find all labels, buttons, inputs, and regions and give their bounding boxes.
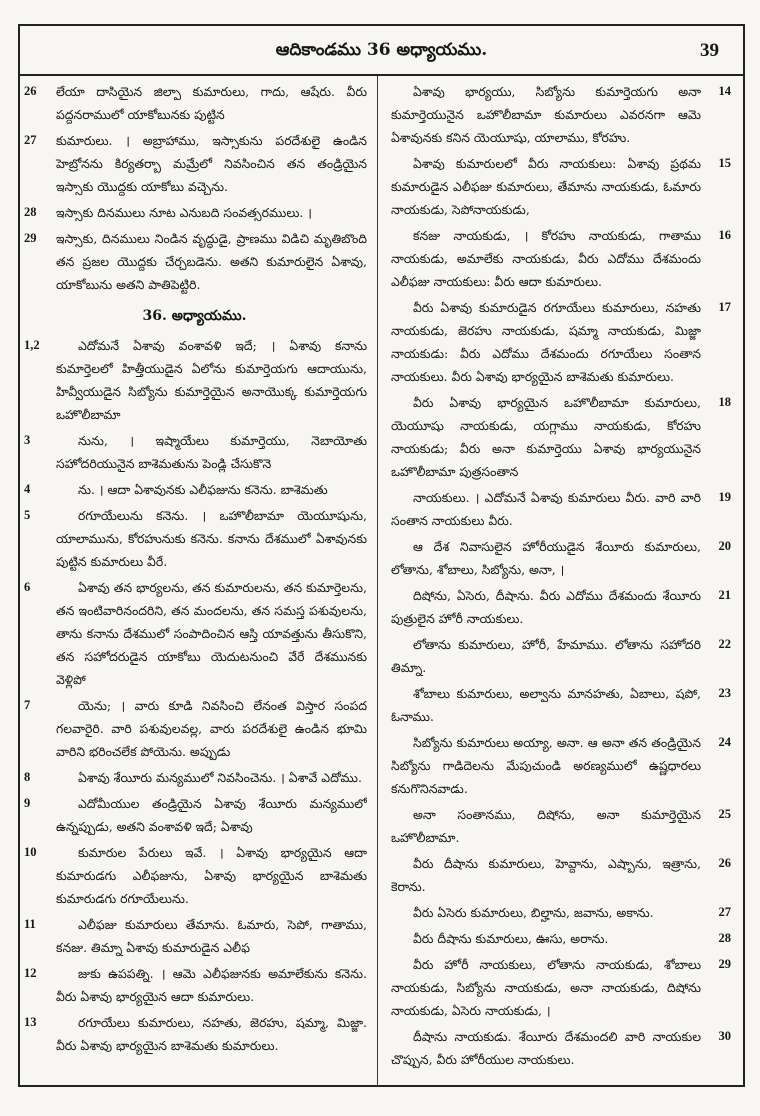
verse-block: [22, 841, 367, 910]
verse-number: 19: [718, 490, 731, 504]
verse-text: వీరు హోరీ నాయకులు, లోతాను నాయకుడు, శోబాలు నాయకుడు, సిబ్యోను నాయకుడు, అనా నాయకుడు, దిషోను నాయకుడు, ఏసెరు నాయకుడు, ।: [391, 957, 701, 1018]
verse-block: [391, 633, 731, 679]
verse-text: సిబ్యోను కుమారులు అయ్యా, అనా. ఆ అనా తన తండ్రియైన సిబ్యోను గాడిదెలను మేపుచుండి అరణ్యములో ఉష్ణధారలు కనుగొనినవాడు.: [391, 735, 701, 796]
verse-text: రగూయేలు కుమారులు, నహతు, జెరహు, షమ్మా, మిజ్జా. వీరు ఏశావు భార్యయైన బాశెమతు కుమారులు.: [56, 1015, 367, 1053]
verse-block: [22, 504, 367, 573]
verse-text: జుకు ఉపపత్ని. । ఆమె ఎలీఫజునకు అమాలేకును కనెను. వీరు ఏశావు భార్యయైన ఆదా కుమారులు.: [56, 966, 367, 1004]
verse-number: 30: [718, 1029, 731, 1043]
verse-number: 20: [718, 539, 731, 553]
verse-block: [391, 80, 731, 149]
verse-number: 29: [718, 957, 731, 971]
verse-text: శోబాలు కుమారులు, అల్వాను మానహతు, ఏబాలు, షపో, ఓనాము.: [391, 686, 701, 724]
verse-block: [22, 1011, 367, 1057]
verse-text: వీరు ఏసెరు కుమారులు, బిల్హాను, జవాను, అకాను.: [413, 905, 654, 920]
verse-block: [22, 478, 367, 501]
verse-block: [22, 201, 367, 224]
verse-text: దీషాను నాయకుడు. శేయీరు దేశమందలి వారి నాయకుల చొప్పున, వీరు హోరీయుల నాయకులు.: [391, 1029, 701, 1067]
verse-number: 16: [718, 228, 731, 242]
verse-text: ఏశావు శేయీరు మన్యములో నివసించెను. । ఏశావే ఎదోము.: [78, 770, 362, 785]
verse-text: నును, । ఇష్మాయేలు కుమార్తెయు, నెబాయోతు సహోదరియునైన బాశెమతును పెండ్లి చేసుకొనె: [56, 433, 367, 471]
verse-text: ఏశావు కుమారులలో వీరు నాయకులు: ఏశావు ప్రథమ కుమారుడైన ఎలీఫజు కుమారులు, తేమాను నాయకుడు, ఓమారు నాయకుడు, సెపోనాయకుడు,: [391, 156, 701, 217]
verse-block: [391, 296, 731, 388]
verse-text: కుమారులు. । అబ్రాహాము, ఇస్సాకును పరదేశులై ఉండిన హెబ్రోనను కిర్యతర్బా మమ్రేలో నివసించిన తన తండ్రియైన ఇస్సాకు యొద్దకు యాకోబు వచ్చెను.: [56, 133, 367, 194]
verse-block: [391, 803, 731, 849]
verse-text: కనజు నాయకుడు, । కోరహు నాయకుడు, గాతాము నాయకుడు, అమాలేకు నాయకుడు, వీరు ఎదోము దేశమందు ఎలీఫజు నాయకులు: వీరు ఆదా కుమారులు.: [391, 228, 701, 289]
verse-text: నాయకులు. । ఎదోమనే ఏశావు కుమారులు వీరు. వారి వారి సంతాన నాయకులు వీరు.: [391, 490, 701, 528]
verse-number: 10: [24, 845, 37, 859]
verse-number: 9: [24, 796, 31, 810]
verse-number: 7: [24, 698, 31, 712]
verse-text: అనా సంతానము, దిషోను, అనా కుమార్తెయైన ఒహొలీబామా.: [391, 807, 701, 845]
verse-number: 8: [24, 770, 31, 784]
verse-block: [391, 584, 731, 630]
verse-text: వీరు ఏశావు భార్యయైన ఒహొలీబామా కుమారులు, యెయూషు నాయకుడు, యగ్లాము నాయకుడు, కోరహు నాయకుడు; వీరు అనా కుమార్తెయు ఏశావు భార్యయునైన ఒహొలీబామా పుత్రసంతాన: [391, 395, 701, 479]
verse-block: [391, 901, 731, 924]
verse-text: ఇస్సాకు, దినములు నిండిన వృద్ధుడై, ప్రాణము విడిచి మృతిబొంది తన ప్రజల యొద్దకు చేర్చబడెను. అతని కుమారులైన ఏశావు, యాకోబును అతని పాతిపెట్టిరి.: [56, 231, 367, 292]
verse-number: 14: [718, 84, 731, 98]
verse-block: [22, 129, 367, 198]
page-header: [20, 26, 743, 76]
verse-number: 21: [718, 588, 731, 602]
verse-number: 11: [24, 917, 36, 931]
verse-block: [391, 535, 731, 581]
verse-number: 17: [718, 300, 731, 314]
page-number: 39: [700, 40, 719, 61]
verse-block: [391, 486, 731, 532]
verse-number: 1,2: [24, 338, 40, 352]
verse-text: ఏశావు తన భార్యలను, తన కుమారులను, తన కుమార్తెలను, తన ఇంటివారినందరిని, తన మందలను, తన సమస్త పశువులను, తాను కనాను దేశములో సంపాదించిన ఆస్తి యావత్తును తీసుకొని, తన సహోదరుడైన యాకోబు యెదుటనుంచి వేరే దేశమునకు వెళ్లిపో: [56, 580, 367, 687]
verse-text: లోతాను కుమారులు, హోరీ, హేమాము. లోతాను సహోదరి తిమ్నా.: [391, 637, 701, 675]
verse-number: 26: [24, 84, 37, 98]
running-head: ఆదికాండము 36 అధ్యాయము.: [275, 40, 488, 60]
verse-number: 15: [718, 156, 731, 170]
verse-block: [22, 913, 367, 959]
verse-text: ను. । ఆదా ఏశావునకు ఎలీఫజును కనెను. బాశెమతు: [78, 482, 328, 497]
verse-text: ఎదోమనే ఏశావు వంశావళి ఇదే; । ఏశావు కనాను కుమార్తెలలో హిత్తీయుడైన ఏలోను కుమార్తెయగు ఆదాయును, హివ్వీయుడైన సిబ్యోను కుమార్తెయైన అనాయొక్క కుమార్తెయగు ఒహొలీబామా: [56, 338, 367, 422]
verse-number: 13: [24, 1015, 37, 1029]
verse-block: [391, 152, 731, 221]
verse-text: ఇస్సాకు దినములు నూట ఎనుబది సంవత్సరములు. ।: [56, 205, 312, 220]
verse-number: 28: [24, 205, 37, 219]
verse-number: 25: [718, 807, 731, 821]
verse-number: 29: [24, 231, 37, 245]
verse-number: 12: [24, 966, 37, 980]
verse-number: 23: [718, 686, 731, 700]
verse-number: 18: [718, 395, 731, 409]
verse-text: వీరు దీషాను కుమారులు, హెవ్దాను, ఎష్బాను, ఇత్రాను, కెరాను.: [391, 856, 701, 894]
verse-number: 4: [24, 482, 31, 496]
verse-text: ఎదోమీయుల తండ్రియైన ఏశావు శేయీరు మన్యములో ఉన్నప్పుడు, అతని వంశావళి ఇదే; ఏశావు: [56, 796, 367, 834]
verse-block: [22, 227, 367, 296]
verse-block: [391, 953, 731, 1022]
verse-text: రగూయేలును కనెను. । ఒహొలీబామా యెయూషును, యాలామును, కోరహునుకు కనెను. కనాను దేశములో ఏశావునకు పుట్టిన కుమారులు వీరే.: [56, 508, 367, 569]
verse-number: 6: [24, 580, 31, 594]
verse-text: లేయా దాసియైన జిల్పా కుమారులు, గాదు, ఆషేరు. వీరు పద్దనరాములో యాకోబునకు పుట్టిన: [56, 84, 367, 122]
verse-number: 3: [24, 433, 31, 447]
verse-number: 28: [718, 931, 731, 945]
verse-block: [22, 576, 367, 691]
verse-block: [391, 224, 731, 293]
verse-block: [22, 962, 367, 1008]
verse-text: దిషోను, ఏసెరు, దీషాను. వీరు ఎదోము దేశమందు శేయీరు పుత్రులైన హోరీ నాయకులు.: [391, 588, 701, 626]
verse-text: ఎలీఫజు కుమారులు తేమాను. ఓమారు, సెపో, గాతాము, కనజు. తిమ్నా ఏశావు కుమారుడైన ఎలీఫ: [56, 917, 367, 955]
verse-block: [22, 792, 367, 838]
verse-number: 5: [24, 508, 31, 522]
verse-block: [391, 852, 731, 898]
verse-text: వీరు దీషాను కుమారులు, ఊసు, అరాను.: [413, 931, 609, 946]
verse-block: [391, 682, 731, 728]
right-column: [391, 80, 731, 1086]
verse-number: 27: [24, 133, 37, 147]
verse-block: [22, 334, 367, 426]
verse-block: [22, 80, 367, 126]
verse-number: 27: [718, 905, 731, 919]
verse-text: ఆ దేశ నివాసులైన హోరీయుడైన శేయీరు కుమారులు, లోతాను, శోబాలు, సిబ్యోను, అనా, ।: [391, 539, 701, 577]
column-divider: [377, 76, 378, 1085]
verse-text: వీరు ఏశావు కుమారుడైన రగూయేలు కుమారులు, నహతు నాయకుడు, జెరహు నాయకుడు, షమ్మా నాయకుడు, మిజ్జా నాయకుడు: వీరు ఎదోము దేశమందు రగూయేలు సంతాన నాయకులు. వీరు ఏశావు భార్యయైన బాశెమతు కుమారులు.: [391, 300, 701, 384]
verse-text: ఏశావు భార్యయు, సిబ్యోను కుమార్తెయగు అనా కుమార్తెయునైన ఒహొలీబామా కుమారులు ఎవరనగా ఆమె ఏశావునకు కనిన యెయూషు, యాలాము, కోరహు.: [391, 84, 701, 145]
verse-text: కుమారుల పేరులు ఇవే. । ఏశావు భార్యయైన ఆదా కుమారుడగు ఎలీఫజును, ఏశావు భార్యయైన బాశెమతు కుమారుడగు రగూయేలును.: [56, 845, 367, 906]
verse-number: 24: [718, 735, 731, 749]
verse-number: 26: [718, 856, 731, 870]
verse-block: [22, 766, 367, 789]
verse-block: [391, 731, 731, 800]
verse-block: [22, 429, 367, 475]
verse-block: [391, 927, 731, 950]
chapter-heading: 36. అధ్యాయము.: [142, 308, 247, 324]
verse-block: [22, 694, 367, 763]
verse-block: [391, 1025, 731, 1071]
verse-block: [391, 391, 731, 483]
verse-number: 22: [718, 637, 731, 651]
verse-text: యెను; । వారు కూడి నివసించి లేనంత విస్తార సంపద గలవారైరి. వారి పశువులవల్ల, వారు పరదేశులై ఉండిన భూమి వారిని భరించలేక పోయెను. అప్పుడు: [56, 698, 367, 759]
left-column: [22, 80, 367, 1086]
